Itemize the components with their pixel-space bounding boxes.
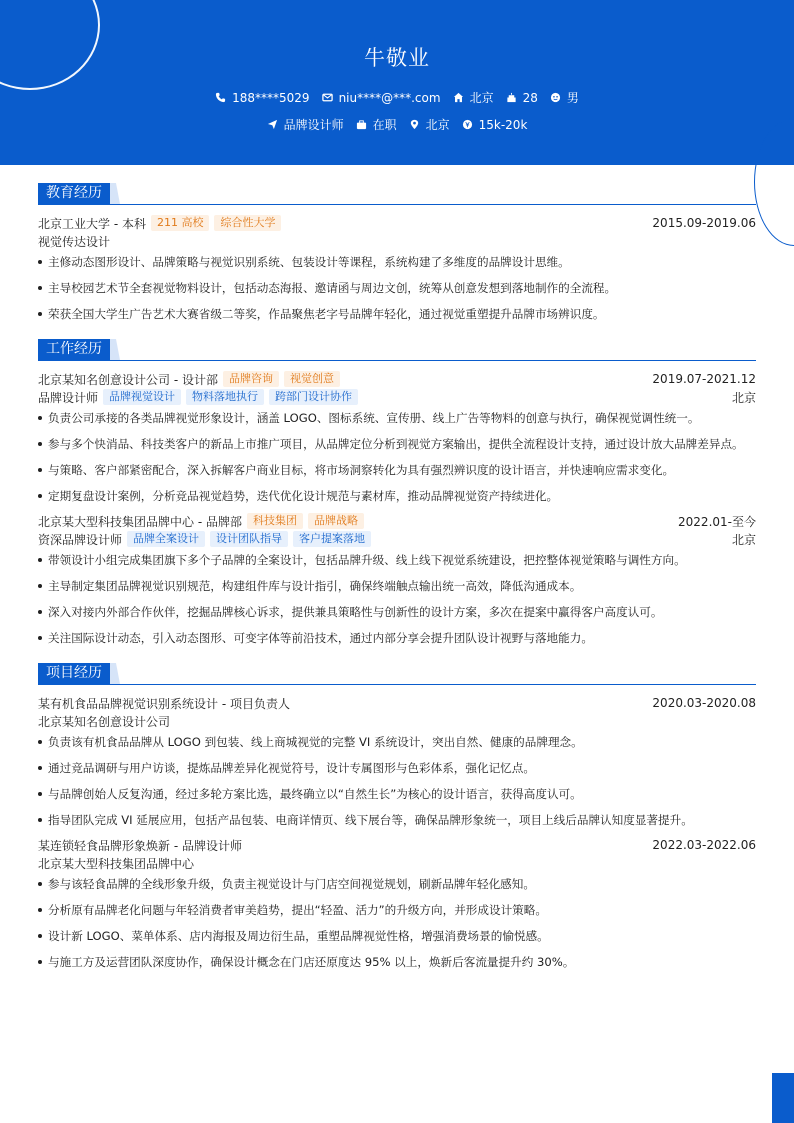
entry-header-left [38, 215, 281, 232]
decorative-corner-block [772, 1073, 794, 1123]
entry-subline [38, 530, 756, 548]
bullet-list [38, 252, 756, 325]
date-range: 2019.07-2021.12 [652, 372, 756, 386]
home-icon [453, 92, 464, 103]
bullet-item: 与策略、客户部紧密配合，深入拆解客户商业目标，将市场洞察转化为具有强烈辨识度的设计语言，并快速响应需求变化。 [38, 460, 756, 481]
employment-status-text: 在职 [372, 118, 397, 132]
entry-subline-left [38, 531, 371, 548]
bullet-item: 负责公司承接的各类品牌视觉形象设计，涵盖 LOGO、图标系统、宣传册、线上广告等物料的创意与执行，确保视觉调性统一。 [38, 408, 756, 429]
location-pin-icon [409, 119, 420, 130]
bullet-item: 与施工方及运营团队深度协作，确保设计概念在门店还原度达 95% 以上，焕新后客流量提升约 30%。 [38, 952, 756, 973]
tag: 211 高校 [151, 215, 210, 231]
section-header [38, 663, 756, 685]
entry-subline [38, 232, 756, 250]
entry-header [38, 836, 756, 854]
education-entry [38, 214, 756, 325]
age-item [506, 89, 538, 106]
bullet-item: 与品牌创始人反复沟通，经过多轮方案比选，最终确立以“自然生长”为核心的设计语言，获得高度认可。 [38, 784, 756, 805]
work-entry [38, 512, 756, 649]
target-position-item [267, 116, 344, 133]
candidate-name: 牛敬业 [364, 46, 430, 70]
section-title: 教育经历 [38, 183, 110, 204]
target-position-text: 品牌设计师 [283, 118, 344, 132]
gender-text: 男 [566, 91, 579, 105]
project-company: 北京某知名创意设计公司 [38, 714, 171, 729]
gender-icon [550, 92, 561, 103]
residence-item [453, 89, 494, 106]
mail-icon [322, 92, 333, 103]
resume-body [38, 183, 756, 987]
skill-tag: 物料落地执行 [186, 389, 264, 405]
work-city: 北京 [731, 532, 756, 547]
entry-subline [38, 712, 756, 730]
salary-icon [462, 119, 473, 130]
phone-icon [215, 92, 226, 103]
company-department: 北京某知名创意设计公司 - 设计部 [38, 372, 218, 387]
bullet-item: 主修动态图形设计、品牌策略与视觉识别系统、包装设计等课程，系统构建了多维度的品牌设计思维。 [38, 252, 756, 273]
bullet-item: 关注国际设计动态，引入动态图形、可变字体等前沿技术，通过内部分享会提升团队设计视野与落地能力。 [38, 628, 756, 649]
job-title: 资深品牌设计师 [38, 532, 123, 547]
bullet-item: 深入对接内外部合作伙伴，挖掘品牌核心诉求，提供兼具策略性与创新性的设计方案，多次在提案中赢得客户高度认可。 [38, 602, 756, 623]
skill-tag: 客户提案落地 [293, 531, 371, 547]
bullet-item: 指导团队完成 VI 延展应用，包括产品包装、电商详情页、线下展台等，确保品牌形象统一，项目上线后品牌认知度显著提升。 [38, 810, 756, 831]
gender-item [550, 89, 579, 106]
project-title: 某连锁轻食品牌形象焕新 - 品牌设计师 [38, 838, 242, 853]
education-section [38, 183, 756, 325]
status-icon [356, 119, 367, 130]
section-title: 工作经历 [38, 339, 110, 360]
bullet-item: 通过竞品调研与用户访谈，提炼品牌差异化视觉符号，设计专属图形与色彩体系，强化记忆点。 [38, 758, 756, 779]
school-degree: 北京工业大学 - 本科 [38, 216, 146, 231]
residence-text: 北京 [469, 91, 494, 105]
major: 视觉传达设计 [38, 234, 111, 249]
section-title: 项目经历 [38, 663, 110, 684]
bullet-item: 设计新 LOGO、菜单体系、店内海报及周边衍生品，重塑品牌视觉性格，增强消费场景的愉悦感。 [38, 926, 756, 947]
work-section [38, 339, 756, 649]
entry-header [38, 694, 756, 712]
date-range: 2015.09-2019.06 [652, 216, 756, 230]
job-title: 品牌设计师 [38, 390, 99, 405]
target-city-text: 北京 [425, 118, 450, 132]
send-icon [267, 119, 278, 130]
phone-text: 188****5029 [232, 90, 310, 105]
tag: 视觉创意 [284, 371, 340, 387]
skill-tag: 品牌视觉设计 [103, 389, 181, 405]
bullet-item: 分析原有品牌老化问题与年轻消费者审美趋势，提出“轻盈、活力”的升级方向，并形成设计策略。 [38, 900, 756, 921]
phone-item [215, 89, 309, 106]
salary-item [462, 116, 528, 133]
skill-tag: 设计团队指导 [210, 531, 288, 547]
bullet-list [38, 874, 756, 973]
entry-header-left [38, 371, 340, 388]
bullet-item: 参与该轻食品牌的全线形象升级，负责主视觉设计与门店空间视觉规划，刷新品牌年轻化感知。 [38, 874, 756, 895]
bullet-item: 定期复盘设计案例，分析竞品视觉趋势，迭代优化设计规范与素材库，推动品牌视觉资产持续进化。 [38, 486, 756, 507]
project-entry [38, 836, 756, 973]
skill-tag: 品牌全案设计 [127, 531, 205, 547]
section-header [38, 183, 756, 205]
bullet-list [38, 550, 756, 649]
bullet-list [38, 732, 756, 831]
salary-text: 15k-20k [478, 117, 528, 132]
date-range: 2022.01-至今 [678, 514, 756, 529]
section-header [38, 339, 756, 361]
bullet-item: 主导校园艺术节全套视觉物料设计，包括动态海报、邀请函与周边文创，统筹从创意发想到落地制作的全流程。 [38, 278, 756, 299]
resume-header [0, 0, 794, 165]
company-department: 北京某大型科技集团品牌中心 - 品牌部 [38, 514, 242, 529]
entry-subline-left [38, 389, 358, 406]
job-intent-row [0, 116, 794, 133]
tag: 科技集团 [247, 513, 303, 529]
project-entry [38, 694, 756, 831]
bullet-item: 主导制定集团品牌视觉识别规范，构建组件库与设计指引，确保终端触点输出统一高效，降低沟通成本。 [38, 576, 756, 597]
entry-header [38, 370, 756, 388]
bullet-list [38, 408, 756, 507]
email-item [322, 89, 441, 106]
entry-subline [38, 388, 756, 406]
contact-info-row [0, 89, 794, 106]
work-city: 北京 [731, 390, 756, 405]
entry-header-left [38, 513, 364, 530]
email-text: niu****@***.com [338, 90, 441, 105]
tag: 品牌咨询 [223, 371, 279, 387]
tag: 综合性大学 [214, 215, 281, 231]
project-title: 某有机食品品牌视觉识别系统设计 - 项目负责人 [38, 696, 290, 711]
bullet-item: 带领设计小组完成集团旗下多个子品牌的全案设计，包括品牌升级、线上线下视觉系统建设，把控整体视觉策略与调性方向。 [38, 550, 756, 571]
projects-section [38, 663, 756, 973]
bullet-item: 负责该有机食品品牌从 LOGO 到包装、线上商城视觉的完整 VI 系统设计，突出自然、健康的品牌理念。 [38, 732, 756, 753]
work-entry [38, 370, 756, 507]
entry-header [38, 214, 756, 232]
date-range: 2022.03-2022.06 [652, 838, 756, 852]
project-company: 北京某大型科技集团品牌中心 [38, 856, 195, 871]
employment-status-item [356, 116, 397, 133]
bullet-item: 荣获全国大学生广告艺术大赛省级二等奖，作品聚焦老字号品牌年轻化，通过视觉重塑提升品牌市场辨识度。 [38, 304, 756, 325]
target-city-item [409, 116, 450, 133]
bullet-item: 参与多个快消品、科技类客户的新品上市推广项目，从品牌定位分析到视觉方案输出，提供全流程设计支持，通过设计放大品牌差异点。 [38, 434, 756, 455]
cake-icon [506, 92, 517, 103]
entry-header [38, 512, 756, 530]
age-text: 28 [522, 90, 538, 105]
entry-subline [38, 854, 756, 872]
skill-tag: 跨部门设计协作 [269, 389, 358, 405]
tag: 品牌战略 [308, 513, 364, 529]
date-range: 2020.03-2020.08 [652, 696, 756, 710]
